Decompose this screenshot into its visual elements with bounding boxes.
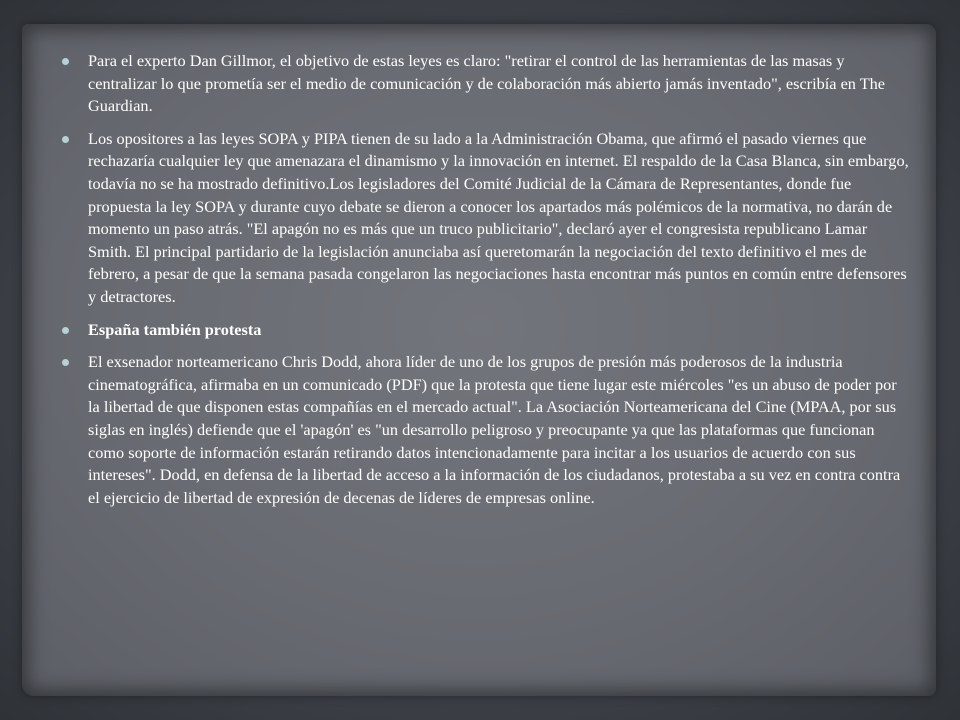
bullet-text: Para el experto Dan Gillmor, el objetivo de estas leyes es claro: "retirar el control de las herramientas de las masas y centralizar lo que prometía ser el medio de comunicación y de colaboración más abierto jamás inventado", escribía en The Guardian. [88, 51, 886, 116]
bullet-dot-icon [62, 58, 69, 65]
bullet-heading-text: España también protesta [88, 319, 262, 339]
bullet-text: El exsenador norteamericano Chris Dodd, ahora líder de uno de los grupos de presión más poderosos de la industria cinematográfica, afirmaba en un comunicado (PDF) que la protesta que tiene lugar este miércoles "es un abuso de poder por la libertad de que disponen estas compañías en el mercado actual". La Asociación Norteamericana del Cine (MPAA, por sus siglas en inglés) defiende que el 'apagón' es "un desarrollo peligroso y preocupante ya que las plataformas que funcionan como soporte de información estarán retirando datos intencionadamente para incitar a los usuarios de acuerdo con sus intereses". Dodd, en defensa de la libertad de acceso a la información de los ciudadanos, protestaba a su vez en contra contra el ejercicio de libertad de expresión de decenas de líderes de empresas online. [88, 352, 901, 507]
bullet-dot-icon [62, 327, 69, 334]
bullet-dot-icon [62, 359, 69, 366]
bullet-item [62, 128, 912, 309]
bullet-item [62, 50, 912, 118]
bullet-item-heading [62, 319, 912, 342]
bullet-text: Los opositores a las leyes SOPA y PIPA tienen de su lado a la Administración Obama, que afirmó el pasado viernes que rechazaría cualquier ley que amenazara el dinamismo y la innovación en internet. El respaldo de la Casa Blanca, sin embargo, todavía no se ha mostrado definitivo.Los legisladores del Comité Judicial de la Cámara de Representantes, donde fue propuesta la ley SOPA y durante cuyo debate se dieron a conocer los apartados más polémicos de la normativa, no darán de momento un paso atrás. "El apagón no es más que un truco publicitario", declaró ayer el congresista republicano Lamar Smith. El principal partidario de la legislación anunciaba así queretomarán la negociación del texto definitivo el mes de febrero, a pesar de que la semana pasada congelaron las negociaciones hasta encontrar más puntos en común entre defensores y detractores. [88, 128, 909, 306]
slide-content [62, 50, 912, 519]
bullet-item [62, 351, 912, 509]
bullet-dot-icon [62, 136, 69, 143]
bullet-list [62, 50, 912, 509]
